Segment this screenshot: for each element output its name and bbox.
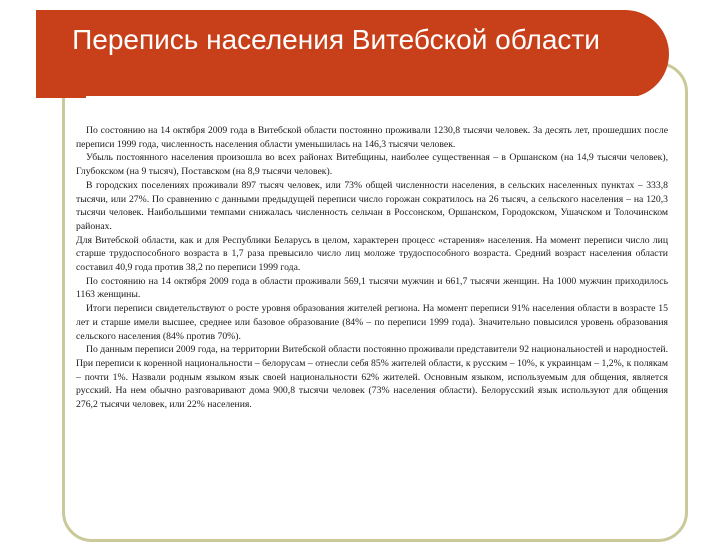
slide-body: [76, 124, 668, 412]
title-underline: [86, 96, 638, 98]
paragraph-urban-rural: В городских поселениях проживали 897 тысяч человек, или 73% общей численности населения, в сельских населенных пунктах – 333,8 тысячи, или 27%. По сравнению с данными предыдущей переписи число горожан сократилось на 26 тысяч, а сельского населения – на 120,3 тысячи человек. Наибольшими темпами снижалась численность сельчан в Россонском, Оршанском, Городокском, Ушачском и Толочинском районах.: [76, 179, 668, 232]
paragraph-population-decline: Убыль постоянного населения произошла во всех районах Витебщины, наиболее существенная – в Оршанском (на 14,9 тысячи человек), Глубокском (на 9 тысяч), Поставском (на 8,9 тысячи человек).: [76, 152, 668, 178]
paragraph-nationalities: По данным переписи 2009 года, на территории Витебской области постоянно проживали представители 92 национальностей и народностей. При переписи к коренной национальности – белорусам – отнесли себя 85% жителей области, к русским – 10%, к украинцам – 1,2%, к полякам – почти 1%. Назвали родным языком язык своей национальности 62% жителей. Основным языком, используемым для общения, является русский. На нем обычно разговаривают дома 900,8 тысячи человек (73% населения области). Белорусский язык используют для общения 276,2 тысячи человек, или 22% населения.: [76, 344, 668, 411]
paragraph-population-total: По состоянию на 14 октября 2009 года в Витебской области постоянно проживали 1230,8 тысячи человек. За десять лет, прошедших после переписи 1999 года, численность населения области уменьшилась на 146,3 тысячи человек.: [76, 125, 668, 150]
slide-title: Перепись населения Витебской области: [72, 24, 600, 55]
paragraph-aging: Для Витебской области, как и для Республики Беларусь в целом, характерен процесс «старения» населения. На момент переписи число лиц старше трудоспособного возраста в 1,7 раза превысило число лиц моложе трудоспособного возраста. Средний возраст населения области составил 40,9 года против 38,2 по переписи 1999 года.: [76, 234, 668, 274]
paragraph-education: Итоги переписи свидетельствуют о росте уровня образования жителей региона. На момент переписи 91% населения области в возрасте 15 лет и старше имели высшее, среднее или базовое образование (84% – по переписи 1999 года). Значительно повысился уровень образования сельского населения (84% против 70%).: [76, 303, 668, 342]
paragraph-gender: По состоянию на 14 октября 2009 года в области проживали 569,1 тысячи мужчин и 661,7 тысячи женщин. На 1000 мужчин приходилось 1163 женщины.: [76, 275, 668, 301]
